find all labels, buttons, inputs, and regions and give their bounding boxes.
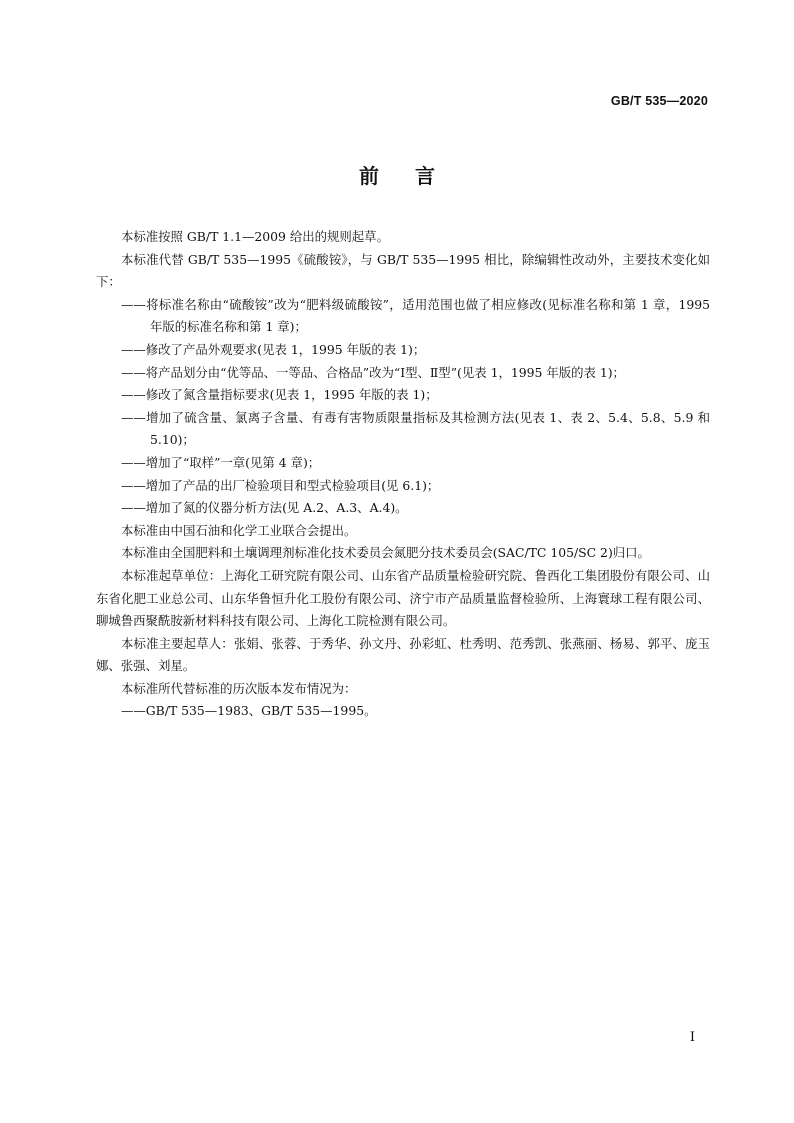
change-item: ——增加了“取样”一章(见第 4 章)； bbox=[121, 454, 321, 470]
history-item: ——GB/T 535—1983、GB/T 535—1995。 bbox=[121, 703, 377, 719]
paragraph-history-intro: 本标准所代替标准的历次版本发布情况为： bbox=[121, 680, 357, 696]
change-item: ——修改了产品外观要求(见表 1，1995 年版的表 1)； bbox=[121, 341, 426, 357]
standard-code: GB/T 535—2020 bbox=[610, 94, 708, 108]
change-item: ——修改了氮含量指标要求(见表 1，1995 年版的表 1)； bbox=[121, 387, 438, 403]
paragraph-committee: 本标准由全国肥料和土壤调理剂标准化技术委员会氮肥分技术委员会(SAC/TC 105/SC 2)归口。 bbox=[121, 545, 650, 561]
page-number: I bbox=[689, 1030, 695, 1045]
change-item: ——将产品划分由“优等品、一等品、合格品”改为“Ⅰ型、Ⅱ型”(见表 1，1995 年版的表 1)； bbox=[121, 364, 625, 380]
paragraph-replacement-summary: 本标准代替 GB/T 535—1995《硫酸铵》，与 GB/T 535—1995 相比，除编辑性改动外，主要技术变化如下： bbox=[96, 251, 710, 290]
page-title: 前言 bbox=[359, 164, 471, 188]
paragraph-drafting-units: 本标准起草单位：上海化工研究院有限公司、山东省产品质量检验研究院、鲁西化工集团股份有限公司、山东省化肥工业总公司、山东华鲁恒升化工股份有限公司、济宁市产品质量监督检验所、上海寰球工程有限公司、聊城鲁西聚酰胺新材料科技有限公司、上海化工院检测有限公司。 bbox=[96, 567, 710, 629]
paragraph-drafters: 本标准主要起草人：张娟、张蓉、于秀华、孙文丹、孙彩虹、杜秀明、范秀凯、张燕丽、杨易、郭平、庞玉娜、张强、刘星。 bbox=[96, 635, 710, 674]
paragraph-proposer: 本标准由中国石油和化学工业联合会提出。 bbox=[121, 522, 357, 538]
paragraph-drafting-rules: 本标准按照 GB/T 1.1—2009 给出的规则起草。 bbox=[121, 229, 389, 244]
change-item: ——增加了氮的仪器分析方法(见 A.2、A.3、A.4)。 bbox=[121, 500, 408, 516]
change-item: ——增加了硫含量、氯离子含量、有毒有害物质限量指标及其检测方法(见表 1、表 2、5.4、5.8、5.9 和 5.10)； bbox=[121, 409, 710, 448]
change-item: ——将标准名称由“硫酸铵”改为“肥料级硫酸铵”，适用范围也做了相应修改(见标准名称和第 1 章，1995 年版的标准名称和第 1 章)； bbox=[121, 296, 710, 335]
foreword-body bbox=[96, 226, 710, 723]
change-item: ——增加了产品的出厂检验项目和型式检验项目(见 6.1)； bbox=[121, 477, 440, 493]
